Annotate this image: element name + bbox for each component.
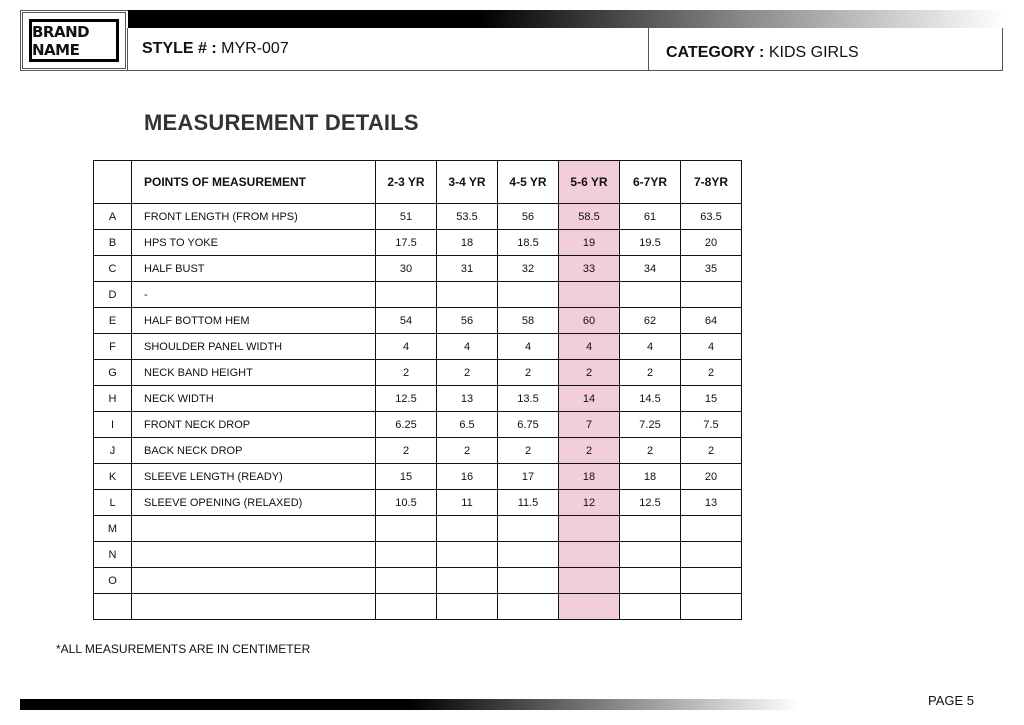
column-header: 4-5 YR (498, 161, 559, 204)
row-value: 14.5 (620, 386, 681, 412)
row-value: 16 (437, 464, 498, 490)
row-value: 7 (559, 412, 620, 438)
row-value: 2 (376, 438, 437, 464)
row-value: 58 (498, 308, 559, 334)
measurement-table (93, 160, 742, 620)
row-code: I (94, 412, 132, 438)
table-row (94, 308, 742, 334)
row-value (559, 594, 620, 620)
row-value: 60 (559, 308, 620, 334)
row-value (559, 282, 620, 308)
row-value (437, 542, 498, 568)
row-code: D (94, 282, 132, 308)
page-title: MEASUREMENT DETAILS (144, 110, 419, 135)
row-value (620, 282, 681, 308)
table-row (94, 334, 742, 360)
row-code: F (94, 334, 132, 360)
row-value (376, 594, 437, 620)
row-value: 33 (559, 256, 620, 282)
row-value: 18 (620, 464, 681, 490)
category-label: CATEGORY : (666, 44, 765, 61)
table-row (94, 386, 742, 412)
row-value: 10.5 (376, 490, 437, 516)
row-point: HPS TO YOKE (132, 230, 376, 256)
row-code: C (94, 256, 132, 282)
row-value (498, 594, 559, 620)
row-value (498, 568, 559, 594)
row-value: 12 (559, 490, 620, 516)
row-value: 64 (681, 308, 742, 334)
row-value (437, 282, 498, 308)
row-value: 2 (620, 438, 681, 464)
row-point: HALF BUST (132, 256, 376, 282)
row-value: 4 (376, 334, 437, 360)
row-value: 56 (498, 204, 559, 230)
row-point: SLEEVE OPENING (RELAXED) (132, 490, 376, 516)
row-value: 11 (437, 490, 498, 516)
row-code: N (94, 542, 132, 568)
style-label: STYLE # : (142, 40, 217, 57)
row-value (376, 516, 437, 542)
row-value: 11.5 (498, 490, 559, 516)
row-value: 2 (681, 438, 742, 464)
page-number: PAGE 5 (928, 693, 975, 708)
row-value: 12.5 (376, 386, 437, 412)
row-point (132, 568, 376, 594)
table-row (94, 464, 742, 490)
row-code: H (94, 386, 132, 412)
table-header-row (94, 161, 742, 204)
category-value: KIDS GIRLS (768, 44, 859, 61)
row-value: 15 (681, 386, 742, 412)
row-value: 2 (437, 438, 498, 464)
style-value: MYR-007 (221, 40, 289, 57)
row-value: 30 (376, 256, 437, 282)
table-row (94, 282, 742, 308)
row-value: 31 (437, 256, 498, 282)
row-value (681, 568, 742, 594)
row-point: SLEEVE LENGTH (READY) (132, 464, 376, 490)
row-point: SHOULDER PANEL WIDTH (132, 334, 376, 360)
row-point: FRONT LENGTH (FROM HPS) (132, 204, 376, 230)
table-row (94, 256, 742, 282)
row-value (559, 568, 620, 594)
row-value (498, 282, 559, 308)
row-value: 4 (620, 334, 681, 360)
row-value: 19 (559, 230, 620, 256)
row-value: 17.5 (376, 230, 437, 256)
row-value (681, 542, 742, 568)
row-value: 4 (498, 334, 559, 360)
row-value (376, 542, 437, 568)
row-value (620, 568, 681, 594)
row-code: O (94, 568, 132, 594)
row-value: 6.25 (376, 412, 437, 438)
row-value: 63.5 (681, 204, 742, 230)
header-divider-category (648, 28, 649, 71)
row-value: 13.5 (498, 386, 559, 412)
row-value (681, 594, 742, 620)
row-value: 20 (681, 464, 742, 490)
row-value: 32 (498, 256, 559, 282)
row-value: 2 (559, 360, 620, 386)
table-row (94, 594, 742, 620)
row-point (132, 594, 376, 620)
row-value: 35 (681, 256, 742, 282)
row-value (620, 542, 681, 568)
table-row (94, 568, 742, 594)
table-row (94, 490, 742, 516)
table-row (94, 542, 742, 568)
row-value: 15 (376, 464, 437, 490)
row-value: 2 (498, 438, 559, 464)
row-value: 2 (559, 438, 620, 464)
row-value: 13 (681, 490, 742, 516)
row-value (376, 282, 437, 308)
row-value (437, 516, 498, 542)
row-value: 6.5 (437, 412, 498, 438)
row-value (437, 594, 498, 620)
row-code: B (94, 230, 132, 256)
row-value: 56 (437, 308, 498, 334)
row-value: 17 (498, 464, 559, 490)
row-value: 14 (559, 386, 620, 412)
row-value: 51 (376, 204, 437, 230)
row-value (681, 282, 742, 308)
row-value: 62 (620, 308, 681, 334)
header-code-cell (94, 161, 132, 204)
row-point (132, 542, 376, 568)
table-row (94, 230, 742, 256)
table-row (94, 516, 742, 542)
row-code: J (94, 438, 132, 464)
header-divider (127, 28, 128, 71)
column-header: 5-6 YR (559, 161, 620, 204)
row-value: 4 (681, 334, 742, 360)
row-value: 34 (620, 256, 681, 282)
row-value (498, 542, 559, 568)
row-value: 2 (498, 360, 559, 386)
brand-logo-box (22, 12, 126, 69)
row-value: 18.5 (498, 230, 559, 256)
row-value (620, 594, 681, 620)
row-code: L (94, 490, 132, 516)
row-value: 6.75 (498, 412, 559, 438)
row-value: 18 (437, 230, 498, 256)
row-value (498, 516, 559, 542)
row-value (437, 568, 498, 594)
row-point: - (132, 282, 376, 308)
header-gradient-bar (128, 10, 1004, 28)
column-header: 6-7YR (620, 161, 681, 204)
row-code: M (94, 516, 132, 542)
row-value: 4 (559, 334, 620, 360)
row-value (559, 516, 620, 542)
row-value: 7.25 (620, 412, 681, 438)
footer-gradient-bar (20, 699, 800, 710)
column-header: 2-3 YR (376, 161, 437, 204)
row-value: 54 (376, 308, 437, 334)
row-value: 53.5 (437, 204, 498, 230)
row-value: 2 (437, 360, 498, 386)
column-header: 7-8YR (681, 161, 742, 204)
row-value: 19.5 (620, 230, 681, 256)
row-value: 2 (620, 360, 681, 386)
row-point (132, 516, 376, 542)
table-row (94, 438, 742, 464)
row-code: A (94, 204, 132, 230)
style-number (142, 40, 289, 58)
row-code: E (94, 308, 132, 334)
row-value: 13 (437, 386, 498, 412)
row-value (559, 542, 620, 568)
row-point: NECK BAND HEIGHT (132, 360, 376, 386)
footnote: *ALL MEASUREMENTS ARE IN CENTIMETER (56, 642, 311, 656)
row-point: HALF BOTTOM HEM (132, 308, 376, 334)
row-value: 7.5 (681, 412, 742, 438)
row-value: 2 (376, 360, 437, 386)
row-value: 58.5 (559, 204, 620, 230)
row-value: 4 (437, 334, 498, 360)
table-row (94, 204, 742, 230)
row-point: BACK NECK DROP (132, 438, 376, 464)
row-code: G (94, 360, 132, 386)
brand-logo: BRAND NAME (29, 19, 119, 62)
row-value: 61 (620, 204, 681, 230)
row-value (620, 516, 681, 542)
category (666, 44, 859, 62)
row-code (94, 594, 132, 620)
row-value: 12.5 (620, 490, 681, 516)
column-header: POINTS OF MEASUREMENT (132, 161, 376, 204)
row-value (376, 568, 437, 594)
row-point: NECK WIDTH (132, 386, 376, 412)
row-value: 18 (559, 464, 620, 490)
column-header: 3-4 YR (437, 161, 498, 204)
table-row (94, 360, 742, 386)
row-code: K (94, 464, 132, 490)
row-value: 20 (681, 230, 742, 256)
table-row (94, 412, 742, 438)
row-value (681, 516, 742, 542)
row-point: FRONT NECK DROP (132, 412, 376, 438)
row-value: 2 (681, 360, 742, 386)
